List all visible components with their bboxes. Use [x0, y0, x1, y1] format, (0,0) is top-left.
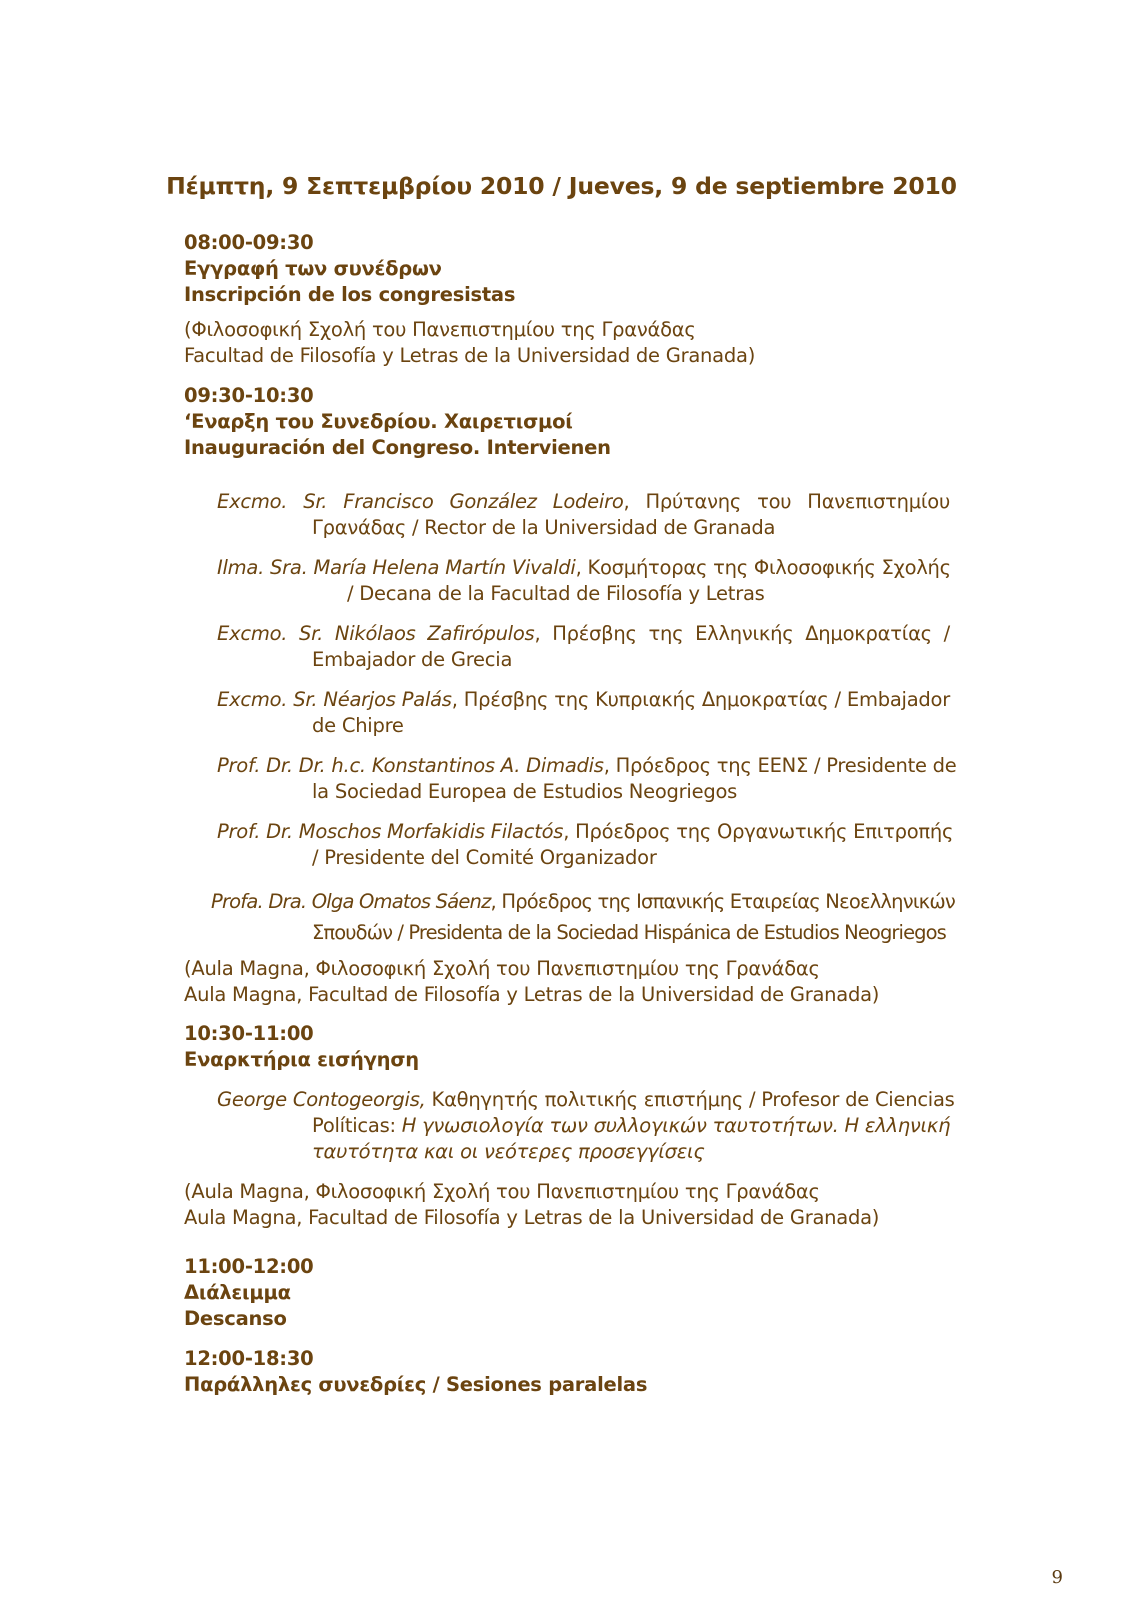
- speaker-name: George Contogeorgis,: [217, 1088, 426, 1111]
- session-title-greek: Εναρκτήρια εισήγηση: [184, 1048, 419, 1071]
- speaker-role: , Πρύτανης του Πανεπιστημίου: [623, 490, 950, 513]
- page-title: Πέμπτη, 9 Σεπτεμβρίου 2010 / Jueves, 9 de septiembre 2010: [166, 172, 957, 200]
- speaker-entry: [217, 622, 950, 645]
- session-location-spanish: Aula Magna, Facultad de Filosofía y Letras de la Universidad de Granada): [184, 983, 880, 1006]
- speaker-role-continued: Γρανάδας / Rector de la Universidad de Granada: [312, 516, 776, 539]
- speaker-entry: [217, 688, 950, 711]
- speaker-role: , Πρόεδρος της Ισπανικής Εταιρείας Νεοελληνικών: [490, 890, 955, 913]
- speaker-entry: [217, 820, 954, 843]
- speaker-role-continued: / Presidente del Comité Organizador: [312, 846, 657, 869]
- speaker-role-continued: / Decana de la Facultad de Filosofía y Letras: [347, 582, 765, 605]
- lecture-title: Η γνωσιολογία των συλλογικών ταυτοτήτων. Η ελληνική: [401, 1114, 951, 1137]
- speaker-name: Ilma. Sra. María Helena Martín Vivaldi: [217, 556, 576, 579]
- speaker-entry: [217, 754, 957, 777]
- speaker-role: Καθηγητής πολιτικής επιστήμης / Profesor de Ciencias: [425, 1088, 955, 1111]
- speaker-role: , Πρέσβης της Κυπριακής Δημοκρατίας / Embajador: [451, 688, 950, 711]
- speaker-name: Prof. Dr. Moschos Morfakidis Filactós: [217, 820, 564, 843]
- speaker-role: , Πρόεδρος της Οργανωτικής Επιτροπής: [563, 820, 954, 843]
- session-time: 08:00-09:30: [184, 231, 314, 254]
- speaker-entry: [217, 490, 950, 513]
- speaker-role-continued: de Chipre: [312, 714, 404, 737]
- session-location-greek: (Φιλοσοφική Σχολή του Πανεπιστημίου της Γρανάδας: [184, 318, 696, 341]
- session-title: Παράλληλες συνεδρίες / Sesiones paralelas: [184, 1373, 648, 1396]
- speaker-entry: [217, 556, 950, 579]
- speaker-role-continued: Políticas:: [312, 1114, 402, 1137]
- session-location-spanish: Facultad de Filosofía y Letras de la Universidad de Granada): [184, 344, 756, 367]
- session-title-spanish: Inscripción de los congresistas: [184, 283, 516, 306]
- session-title-spanish: Descanso: [184, 1307, 287, 1330]
- speaker-name: Excmo. Sr. Néarjos Palás: [217, 688, 452, 711]
- session-location-spanish: Aula Magna, Facultad de Filosofía y Letras de la Universidad de Granada): [184, 1206, 880, 1229]
- speaker-entry: [211, 890, 955, 913]
- speaker-role: , Πρόεδρος της ΕΕΝΣ / Presidente de: [603, 754, 957, 777]
- speaker-name: Prof. Dr. Dr. h.c. Konstantinos A. Dimadis: [217, 754, 604, 777]
- speaker-role-continued: la Sociedad Europea de Estudios Neogriegos: [312, 780, 738, 803]
- session-location-greek: (Aula Magna, Φιλοσοφική Σχολή του Πανεπιστημίου της Γρανάδας: [184, 1180, 820, 1203]
- speaker-role-continued: Embajador de Grecia: [312, 648, 513, 671]
- session-title-greek: Εγγραφή των συνέδρων: [184, 257, 442, 280]
- lecture-title-line: [312, 1114, 950, 1137]
- page-number: 9: [1051, 1567, 1063, 1588]
- session-time: 11:00-12:00: [184, 1255, 314, 1278]
- session-time: 12:00-18:30: [184, 1347, 314, 1370]
- speaker-name: Excmo. Sr. Francisco González Lodeiro: [217, 490, 624, 513]
- session-time: 09:30-10:30: [184, 384, 314, 407]
- speaker-name: Excmo. Sr. Nikólaos Zafirópulos: [217, 622, 535, 645]
- session-time: 10:30-11:00: [184, 1022, 314, 1045]
- session-location-greek: (Aula Magna, Φιλοσοφική Σχολή του Πανεπιστημίου της Γρανάδας: [184, 957, 820, 980]
- speaker-role: , Κοσμήτορας της Φιλοσοφικής Σχολής: [575, 556, 951, 579]
- speaker-name: Profa. Dra. Olga Omatos Sáenz: [211, 890, 491, 913]
- session-title-greek: ‘Εναρξη του Συνεδρίου. Χαιρετισμοί: [184, 410, 573, 433]
- speaker-entry: [217, 1088, 955, 1111]
- session-title-spanish: Inauguración del Congreso. Intervienen: [184, 436, 611, 459]
- session-title-greek: Διάλειμμα: [184, 1281, 291, 1304]
- speaker-role-continued: Σπουδών / Presidenta de la Sociedad Hispánica de Estudios Neogriegos: [312, 921, 946, 944]
- speaker-role: , Πρέσβης της Ελληνικής Δημοκρατίας /: [534, 622, 951, 645]
- lecture-title-continued: ταυτότητα και οι νεότερες προσεγγίσεις: [312, 1140, 705, 1163]
